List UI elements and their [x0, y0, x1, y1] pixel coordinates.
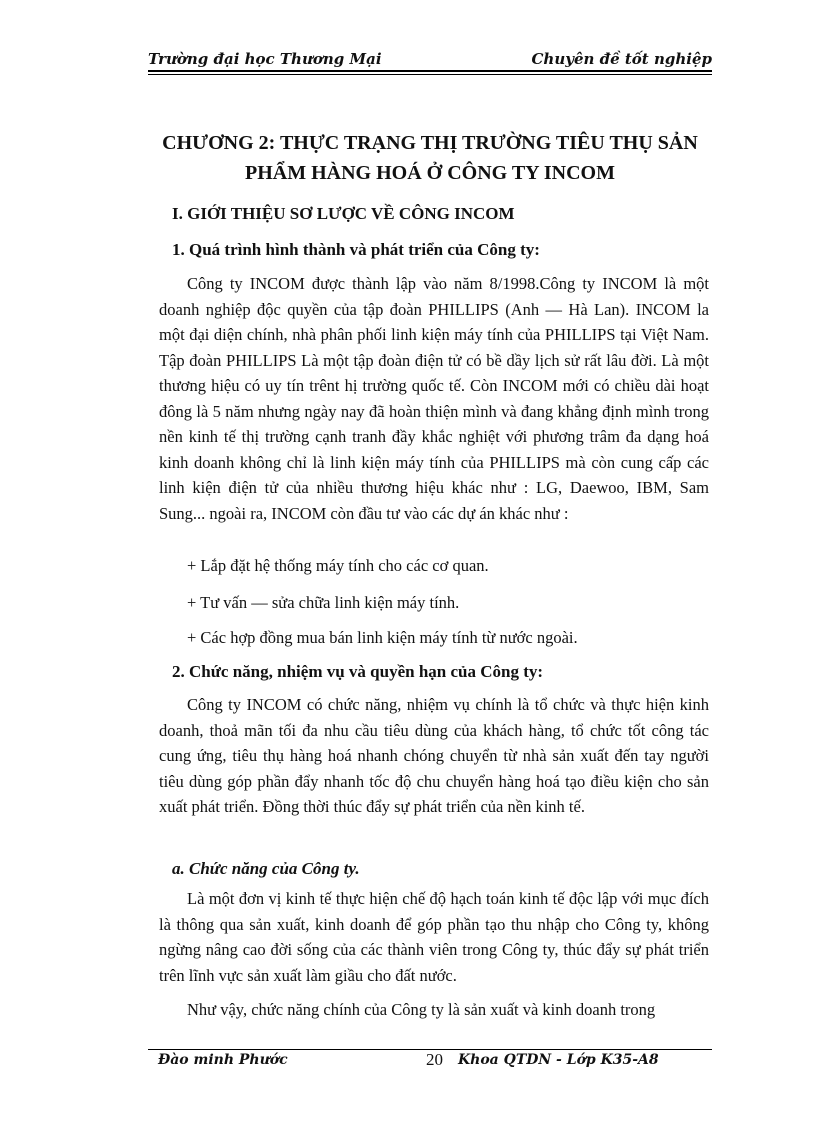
chapter-title-line2: PHẨM HÀNG HOÁ Ở CÔNG TY INCOM [245, 162, 615, 184]
bullet-item-3: + Các hợp đồng mua bán linh kiện máy tính từ nước ngoài. [187, 628, 578, 647]
subsection-heading-2: 2. Chức năng, nhiệm vụ và quyền hạn của Công ty: [172, 662, 544, 681]
section-heading-1: I. GIỚI THIỆU SƠ LƯỢC VỀ CÔNG INCOM [172, 204, 515, 223]
chapter-title-line1: CHƯƠNG 2: THỰC TRẠNG THỊ TRƯỜNG TIÊU THỤ SẢN [162, 132, 698, 154]
footer-author: Đào minh Phước [158, 1052, 288, 1068]
header-rule-thin [148, 74, 712, 75]
header-school: Trường đại học Thương Mại [148, 50, 382, 68]
paragraph-main-function: Như vậy, chức năng chính của Công ty là sản xuất và kinh doanh trong [187, 1000, 656, 1019]
chapter-title [160, 128, 700, 188]
paragraph-company-history: Công ty INCOM được thành lập vào năm 8/1998.Công ty INCOM là một doanh nghiệp độc quyền của tập đoàn PHILLIPS (Anh — Hà Lan). INCOM la một đại diện chính, nhà phân phối linh kiện máy tính của PHILLIPS tại Việt Nam. Tập đoàn PHILLIPS Là một tập đoàn điện tử có bề dầy lịch sử rất lâu đời. Là một thương hiệu có uy tín trênt hị trường quốc tế. Còn INCOM mới có chiều dài hoạt đông là 5 năm nhưng ngày nay đã hoàn thiện mình và đang khẳng định mình trong nền kinh tế thị trường cạnh tranh đầy khắc nghiệt với phương trâm đa dạng hoá kinh doanh không chỉ là linh kiện máy tính của PHILLIPS mà còn cung cấp các linh kiện điện tử của nhiều thương hiệu khác như : LG, Daewoo, IBM, Sam Sung... ngoài ra, INCOM còn đầu tư vào các dự án khác như : [159, 274, 709, 523]
paragraph-functions: Công ty INCOM có chức năng, nhiệm vụ chính là tổ chức và thực hiện kinh doanh, thoả mãn tối đa nhu cầu tiêu dùng của khách hàng, tổ chức tốt công tác cung ứng, tiêu thụ hàng hoá nhanh chóng chuyển từ nhà sản xuất đến tay người tiêu dùng góp phần đẩy nhanh tốc độ chu chuyển hàng hoá tạo điều kiện cho sản xuất phát triển. Đồng thời thúc đẩy sự phát triển của nền kinh tế. [159, 695, 709, 816]
header-report-type: Chuyên đề tốt nghiệp [531, 50, 712, 68]
subsection-heading-a: a. Chức năng của Công ty. [172, 859, 360, 878]
bullet-item-2: + Tư vấn — sửa chữa linh kiện máy tính. [187, 593, 460, 612]
footer-class: Khoa QTDN - Lớp K35-A8 [458, 1052, 659, 1068]
header-rule-thick [148, 70, 712, 72]
page-footer [148, 1052, 712, 1076]
paragraph-company-function: Là một đơn vị kinh tế thực hiện chế độ hạch toán kinh tế độc lập với mục đích là thông qua sản xuất, kinh doanh để góp phần tạo thu nhập cho Công ty, không ngừng nâng cao đời sống của các thành viên trong Công ty, thúc đẩy sự phát triển trên lĩnh vực sản xuất làm giầu cho đất nước. [159, 889, 709, 985]
bullet-item-1: + Lắp đặt hệ thống máy tính cho các cơ quan. [187, 556, 489, 575]
page-number: 20 [426, 1050, 443, 1069]
subsection-heading-1: 1. Quá trình hình thành và phát triển của Công ty: [172, 240, 540, 259]
